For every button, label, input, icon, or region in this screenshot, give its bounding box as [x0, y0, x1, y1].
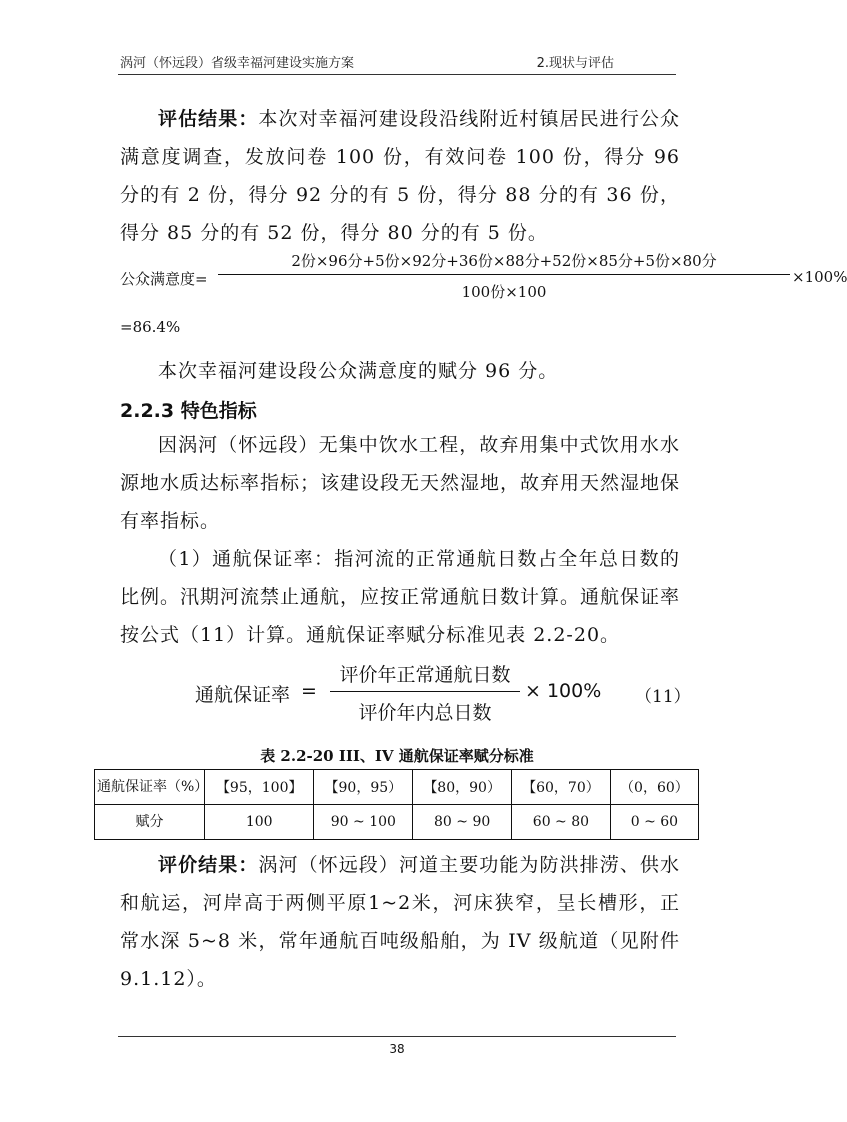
- formula2-lhs: 通航保证率: [195, 684, 291, 706]
- formula2-numerator: 评价年正常通航日数: [330, 660, 520, 692]
- table-cell: 0 ~ 60: [610, 805, 698, 840]
- header-title: 涡河（怀远段）省级幸福河建设实施方案: [120, 56, 355, 71]
- table-caption: 表 2.2-20 III、IV 通航保证率赋分标准: [260, 747, 534, 765]
- evaluation-text: 本次对幸福河建设段沿线附近村镇居民进行公众满意度调查，发放问卷 100 份，有效问卷 100 份，得分 96 分的有 2 份，得分 92 分的有 5 份，得分 88 分的有 36 份，得分 85 分的有 52 份，得分 80 分的有 5 份。: [120, 108, 680, 244]
- conclusion-text: 涡河（怀远段）河道主要功能为防洪排涝、供水和航运，河岸高于两侧平原1~2米，河床狭窄，呈长槽形，正常水深 5~8 米，常年通航百吨级船舶，为 IV 级航道（见附件9.1.12）。: [120, 854, 680, 990]
- paragraph-score: 本次幸福河建设段公众满意度的赋分 96 分。: [158, 360, 559, 382]
- page-header: [118, 46, 676, 75]
- formula-denominator: 100份×100: [461, 283, 547, 301]
- paragraph-navigation: （1）通航保证率：指河流的正常通航日数占全年总日数的比例。汛期河流禁止通航，应按正常通航日数计算。通航保证率按公式（11）计算。通航保证率赋分标准见表 2.2-20。: [120, 548, 681, 646]
- scoring-table: [94, 769, 699, 840]
- navigation-formula: [195, 660, 695, 724]
- paragraph-evaluation-result: [120, 100, 680, 252]
- table-cell: 【80，90）: [413, 770, 512, 805]
- page-number: 38: [389, 1042, 405, 1056]
- formula2-multiplier: × 100%: [525, 680, 602, 702]
- table-cell: 【95，100】: [205, 770, 314, 805]
- section-heading: 2.2.3 特色指标: [120, 400, 257, 422]
- footer-divider: [118, 1036, 676, 1037]
- satisfaction-formula: [120, 250, 847, 310]
- evaluation-label: 评估结果：: [158, 108, 259, 130]
- table-cell: （0，60）: [610, 770, 698, 805]
- table-cell: 100: [205, 805, 314, 840]
- formula-result: =86.4%: [120, 318, 181, 336]
- paragraph-feature-indicators: 因涡河（怀远段）无集中饮水工程，故弃用集中式饮用水水源地水质达标率指标；该建设段无天然湿地，故弃用天然湿地保有率指标。: [120, 434, 681, 532]
- table-cell: 60 ~ 80: [512, 805, 611, 840]
- table-cell: 80 ~ 90: [413, 805, 512, 840]
- formula2-number: （11）: [635, 687, 691, 707]
- table-cell: 【60，70）: [512, 770, 611, 805]
- table-header-cell: 赋分: [95, 805, 205, 840]
- paragraph-evaluation-conclusion: [120, 846, 680, 998]
- formula2-equals: =: [301, 680, 317, 702]
- formula2-denominator: 评价年内总日数: [358, 702, 492, 724]
- formula-fraction: [218, 250, 790, 302]
- table-header-cell: 通航保证率（%）: [95, 770, 205, 805]
- table-cell: 90 ~ 100: [314, 805, 413, 840]
- table-cell: 【90，95）: [314, 770, 413, 805]
- table-row: [95, 770, 699, 805]
- header-chapter: 2.现状与评估: [536, 56, 614, 71]
- formula-numerator: 2份×96分+5份×92分+36份×88分+52份×85分+5份×80分: [218, 250, 790, 275]
- formula2-fraction: [330, 660, 520, 725]
- formula-lhs: 公众满意度=: [120, 270, 208, 288]
- conclusion-label: 评价结果：: [158, 854, 259, 876]
- table-row: [95, 805, 699, 840]
- formula-rhs: ×100%: [792, 268, 847, 286]
